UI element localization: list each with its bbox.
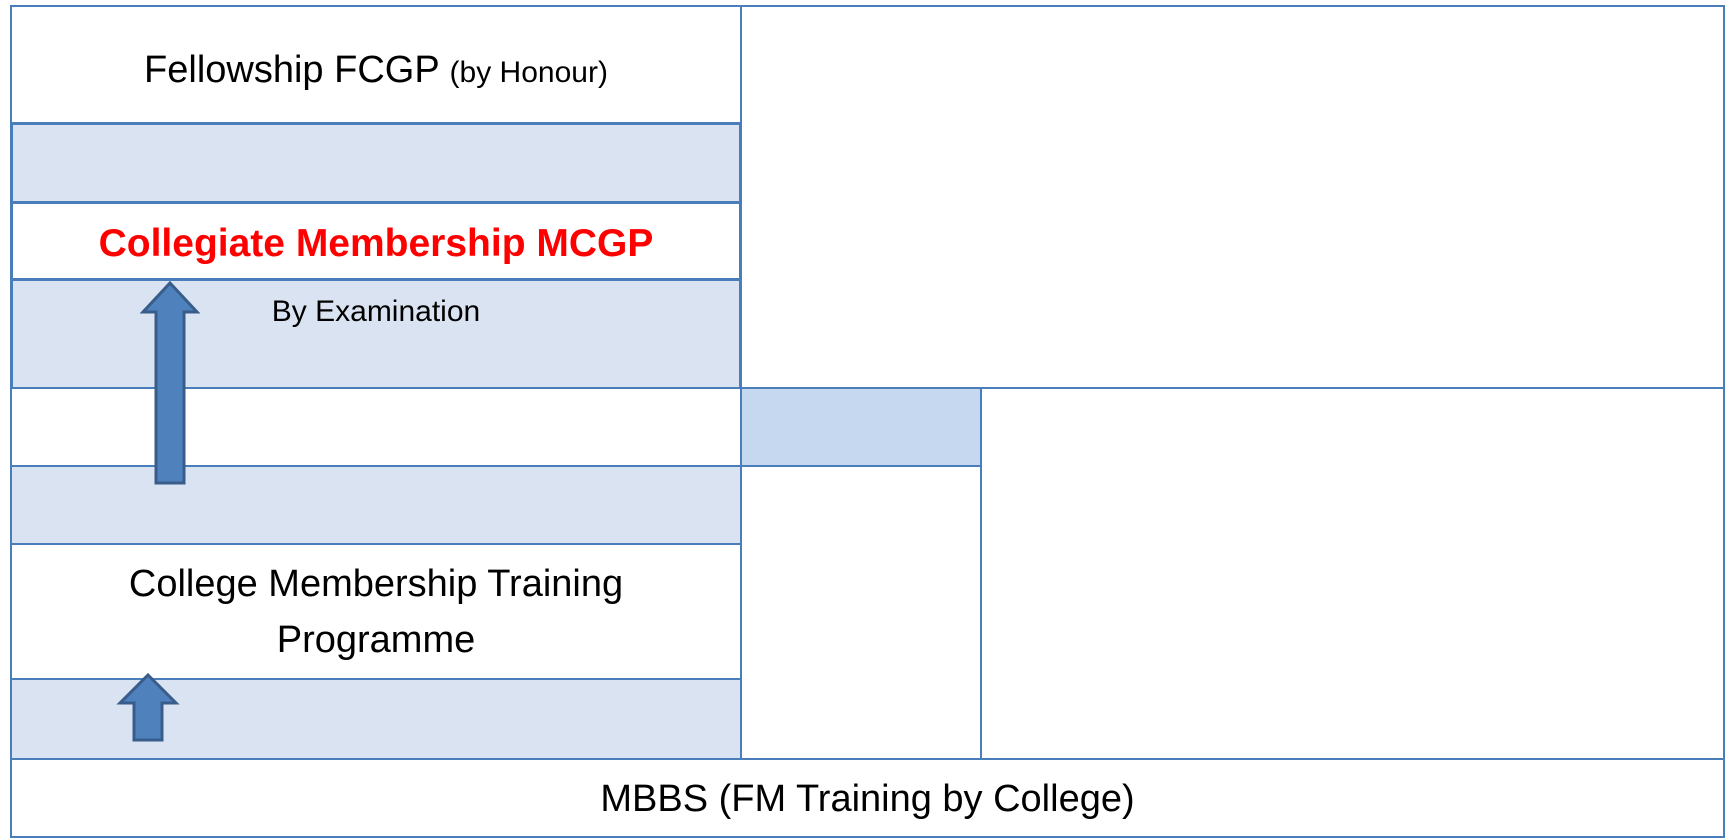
training-line-1: College Membership Training: [128, 563, 624, 605]
fellowship-box: [10, 5, 742, 125]
up-arrow-icon: [140, 280, 200, 490]
mcgp-title: Collegiate Membership MCGP: [98, 222, 654, 265]
mbbs-box: [10, 758, 1725, 838]
middle-highlight-box: [740, 387, 982, 467]
spacer-band-2: [10, 387, 742, 467]
mcgp-box: [10, 201, 742, 281]
spacer-band-3: [10, 465, 742, 545]
exam-label: By Examination: [271, 295, 481, 328]
training-line-2: Programme: [276, 619, 476, 661]
right-upper-box: [740, 5, 1725, 390]
training-box: [10, 543, 742, 680]
exam-box: [10, 278, 742, 390]
right-lower-box: [980, 387, 1725, 760]
fellowship-note: (by Honour): [449, 56, 608, 89]
fellowship-title: Fellowship FCGP: [144, 49, 439, 91]
spacer-band-1: [10, 122, 742, 204]
up-arrow-icon: [116, 672, 180, 744]
middle-lower-box: [740, 465, 982, 760]
mbbs-label: MBBS (FM Training by College): [600, 778, 1135, 820]
fellowship-label: [12, 49, 740, 92]
